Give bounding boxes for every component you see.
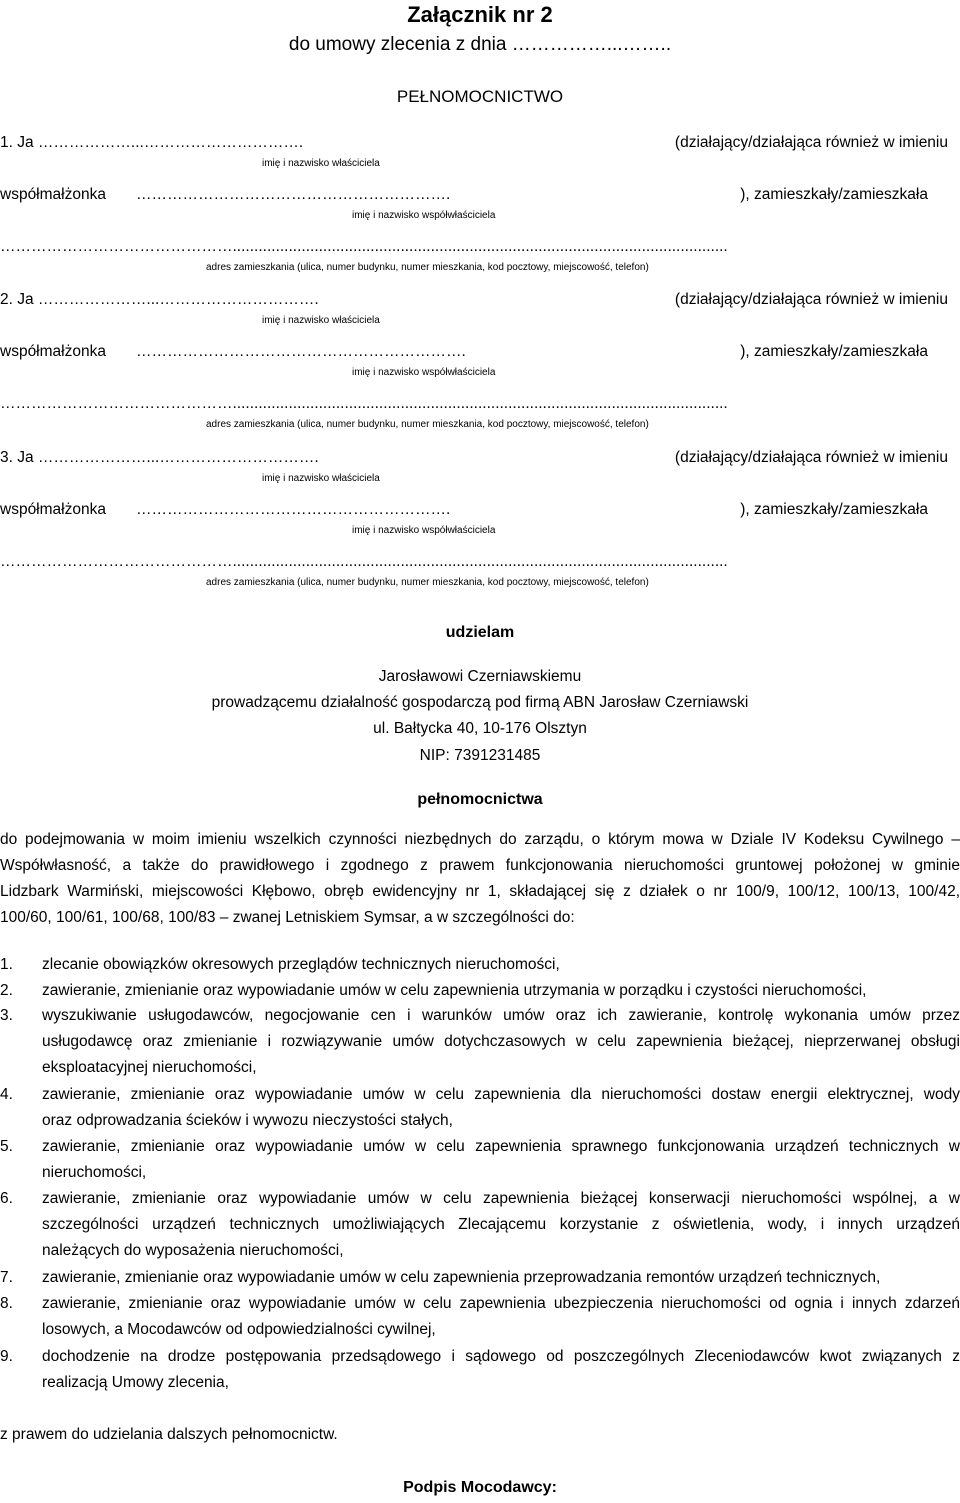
acting-on-behalf-text: (działający/działająca również w imieniu [674, 134, 948, 151]
list-item-text: dochodzenie na drodze postępowania przedsądowego i sądowego od poszczególnych Zleceniodawców kwot związanych z [42, 1348, 960, 1365]
owner-name-hint: imię i nazwisko właściciela [262, 315, 380, 326]
principal-name-line: 2. Ja …………………...…………………………. [0, 291, 319, 308]
list-item-text: zawieranie, zmienianie oraz wypowiadanie umów w celu zapewnienia ubezpieczenia nieruchomości od ognia i innych zdarzeń [42, 1295, 960, 1312]
list-item-number: 3. [0, 1007, 13, 1024]
document-subtitle: do umowy zlecenia z dnia ……………...…….. [288, 34, 672, 55]
list-item-text: zawieranie, zmienianie oraz wypowiadanie umów w celu zapewnienia utrzymania w porządku i czystości nieruchomości, [42, 982, 867, 999]
address-hint: adres zamieszkania (ulica, numer budynku, numer mieszkania, kod pocztowy, miejscowość, telefon) [206, 419, 649, 430]
spouse-label: współmałżonka [0, 343, 106, 360]
residence-text: ), zamieszkały/zamieszkała [740, 186, 928, 203]
spouse-name-dots: ……………………………………………………. [136, 501, 451, 518]
coowner-name-hint: imię i nazwisko współwłaściciela [352, 525, 496, 536]
owner-name-hint: imię i nazwisko właściciela [262, 473, 380, 484]
list-item-number: 8. [0, 1295, 13, 1312]
list-item-text: realizacją Umowy zlecenia, [42, 1374, 229, 1391]
address-dots: ………………………………………................................................................................................................... [0, 395, 728, 412]
residence-text: ), zamieszkały/zamieszkała [740, 343, 928, 360]
list-item-number: 9. [0, 1348, 13, 1365]
attorney-business: prowadzącemu działalność gospodarczą pod firmą ABN Jarosław Czerniawski [211, 694, 749, 711]
address-hint: adres zamieszkania (ulica, numer budynku, numer mieszkania, kod pocztowy, miejscowość, telefon) [206, 262, 649, 273]
list-item-number: 2. [0, 982, 13, 999]
list-item-text: zawieranie, zmienianie oraz wypowiadanie umów w celu zapewnienia przeprowadzania remontów urządzeń technicznych, [42, 1269, 881, 1286]
document-heading: PEŁNOMOCNICTWO [396, 87, 564, 106]
scope-line: Współwłasność, a także do prawidłowego i zgodnego z prawem funkcjonowania nieruchomości gruntowej położonej w gminie [0, 857, 960, 874]
list-item-number: 7. [0, 1269, 13, 1286]
list-item-text: zawieranie, zmienianie oraz wypowiadanie umów w celu zapewnienia dla nieruchomości dostaw energii elektrycznej, wody [42, 1086, 960, 1103]
power-noun: pełnomocnictwa [417, 791, 543, 808]
list-item-text: losowych, a Mocodawców od odpowiedzialności cywilnej, [42, 1321, 436, 1338]
scope-last-line: 100/60, 100/61, 100/68, 100/83 – zwanej Letniskiem Symsar, a w szczególności do: [0, 909, 575, 926]
list-item-text: zawieranie, zmienianie oraz wypowiadanie umów w celu zapewnienia bieżącej konserwacji nieruchomości wspólnej, a w [42, 1190, 960, 1207]
list-item-text: szczególności urządzeń technicznych umożliwiających Zlecającemu korzystanie z oświetlenia, wody, i innych urządzeń [42, 1216, 960, 1233]
signature-label: Podpis Mocodawcy: [403, 1479, 557, 1496]
document-title: Załącznik nr 2 [407, 2, 553, 27]
list-item-number: 5. [0, 1138, 13, 1155]
list-item-text: usługodawcę oraz zmienianie i rozwiązywanie umów dotychczasowych w celu zapewnienia bieżącej, nieprzerwanej obsługi [42, 1033, 960, 1050]
address-hint: adres zamieszkania (ulica, numer budynku, numer mieszkania, kod pocztowy, miejscowość, telefon) [206, 577, 649, 588]
residence-text: ), zamieszkały/zamieszkała [740, 501, 928, 518]
acting-on-behalf-text: (działający/działająca również w imieniu [674, 291, 948, 308]
spouse-label: współmałżonka [0, 186, 106, 203]
coowner-name-hint: imię i nazwisko współwłaściciela [352, 367, 496, 378]
attorney-name: Jarosławowi Czerniawskiemu [378, 668, 582, 685]
list-item-text: zlecanie obowiązków okresowych przeglądów technicznych nieruchomości, [42, 956, 560, 973]
list-item-text: zawieranie, zmienianie oraz wypowiadanie umów w celu zapewnienia sprawnego funkcjonowania urządzeń technicznych w [42, 1138, 960, 1155]
address-dots: ………………………………………................................................................................................................... [0, 553, 728, 570]
principal-name-line: 3. Ja …………………...…………………………. [0, 449, 319, 466]
scope-line: do podejmowania w moim imieniu wszelkich czynności niezbędnych do zarządu, o którym mowa w Dziale IV Kodeksu Cywilnego – [0, 831, 960, 848]
coowner-name-hint: imię i nazwisko współwłaściciela [352, 210, 496, 221]
owner-name-hint: imię i nazwisko właściciela [262, 158, 380, 169]
list-item-text: wyszukiwanie usługodawców, negocjowanie cen i warunków umów oraz ich zawieranie, kontrolę wykonania umów przez [42, 1007, 960, 1024]
scope-line: Lidzbark Warmiński, miejscowości Kłębowo, obręb ewidencyjny nr 1, składającej się z działek o nr 100/9, 100/12, 100/13, 100/42, [0, 883, 960, 900]
list-item-number: 4. [0, 1086, 13, 1103]
list-item-text: nieruchomości, [42, 1164, 147, 1181]
list-item-number: 1. [0, 956, 13, 973]
list-item-text: należących do wyposażenia nieruchomości, [42, 1242, 344, 1259]
list-item-text: eksploatacyjnej nieruchomości, [42, 1059, 257, 1076]
spouse-name-dots: ………………………………………………………. [136, 343, 466, 360]
spouse-label: współmałżonka [0, 501, 106, 518]
address-dots: ………………………………………................................................................................................................... [0, 238, 728, 255]
grant-verb: udzielam [445, 624, 515, 641]
list-item-text: oraz odprowadzania ścieków i wywozu nieczystości stałych, [42, 1112, 453, 1129]
attorney-nip: NIP: 7391231485 [419, 747, 541, 764]
attorney-address: ul. Bałtycka 40, 10-176 Olsztyn [373, 720, 587, 737]
spouse-name-dots: ……………………………………………………. [136, 186, 451, 203]
list-item-number: 6. [0, 1190, 13, 1207]
acting-on-behalf-text: (działający/działająca również w imieniu [674, 449, 948, 466]
principal-name-line: 1. Ja ………………...…………………………. [0, 134, 304, 151]
substitution-clause: z prawem do udzielania dalszych pełnomocnictw. [0, 1426, 338, 1443]
